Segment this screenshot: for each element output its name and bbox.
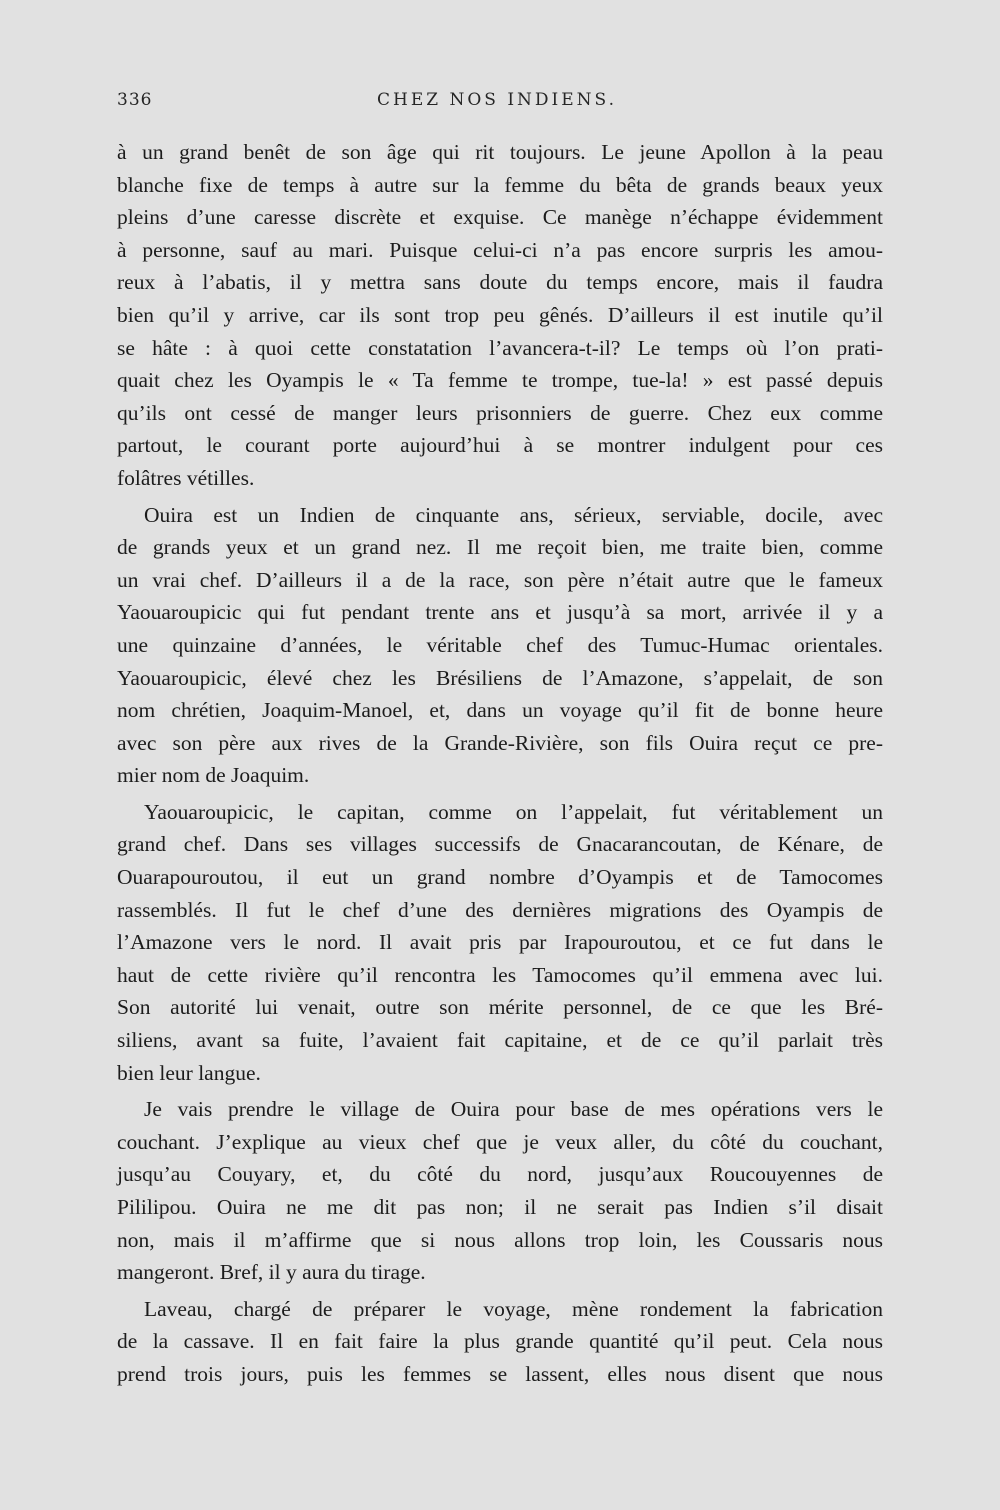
text-line: folâtres vétilles. (117, 465, 255, 490)
text-line: Ouarapouroutou, il eut un grand nombre d’Oyampis et de Tamocomes (117, 865, 883, 890)
text-line: Ouira est un Indien de cinquante ans, sérieux, serviable, docile, avec (144, 502, 883, 527)
text-line: nom chrétien, Joaquim-Manoel, et, dans un voyage qu’il fit de bonne heure (117, 698, 883, 723)
text-line: avec son père aux rives de la Grande-Rivière, son fils Ouira reçut ce pre- (117, 730, 883, 755)
text-line: Pililipou. Ouira ne me dit pas non; il ne serait pas Indien s’il disait (117, 1195, 883, 1219)
text-line: Yaouaroupicic, élevé chez les Brésiliens de l’Amazone, s’appelait, de son (117, 665, 883, 690)
body-text (117, 136, 883, 1395)
text-line: reux à l’abatis, il y mettra sans doute du temps encore, mais il faudra (117, 270, 883, 295)
text-line: à un grand benêt de son âge qui rit toujours. Le jeune Apollon à la peau (117, 140, 883, 164)
text-line: Laveau, chargé de préparer le voyage, mène rondement la fabrication (144, 1296, 883, 1321)
paragraph (117, 796, 883, 1089)
text-line: l’Amazone vers le nord. Il avait pris par Irapouroutou, et ce fut dans le (117, 930, 883, 955)
running-title: CHEZ NOS INDIENS. (377, 90, 617, 110)
text-line: couchant. J’explique au vieux chef que je veux aller, du côté du couchant, (117, 1129, 883, 1154)
text-line: de grands yeux et un grand nez. Il me reçoit bien, me traite bien, comme (117, 535, 883, 560)
text-line: Yaouaroupicic qui fut pendant trente ans et jusqu’à sa mort, arrivée il y a (117, 600, 883, 625)
page-number: 336 (117, 90, 153, 110)
text-line: se hâte : à quoi cette constatation l’avancera-t-il? Le temps où l’on prati- (117, 335, 883, 360)
text-line: prend trois jours, puis les femmes se lassent, elles nous disent que nous (117, 1361, 883, 1386)
text-line: haut de cette rivière qu’il rencontra les Tamocomes qu’il emmena avec lui. (117, 962, 883, 987)
text-line: mangeront. Bref, il y aura du tirage. (117, 1260, 426, 1285)
text-line: qu’ils ont cessé de manger leurs prisonniers de guerre. Chez eux comme (117, 400, 883, 425)
paragraph (117, 499, 883, 792)
text-line: mier nom de Joaquim. (117, 763, 310, 788)
text-line: de la cassave. Il en fait faire la plus grande quantité qu’il peut. Cela nous (117, 1329, 883, 1354)
paragraph (117, 1093, 883, 1289)
text-line: bien leur langue. (117, 1060, 261, 1085)
text-line: grand chef. Dans ses villages successifs de Gnacarancoutan, de Kénare, de (117, 832, 883, 857)
text-line: jusqu’au Couyary, et, du côté du nord, jusqu’aux Roucouyennes de (117, 1162, 883, 1187)
text-line: partout, le courant porte aujourd’hui à se montrer indulgent pour ces (117, 433, 883, 458)
text-line: à personne, sauf au mari. Puisque celui-ci n’a pas encore surpris les amou- (117, 237, 883, 262)
text-line: non, mais il m’affirme que si nous allons trop loin, les Coussaris nous (117, 1227, 883, 1252)
paragraph (117, 1293, 883, 1391)
text-line: Yaouaroupicic, le capitan, comme on l’appelait, fut véritablement un (144, 799, 883, 824)
text-line: une quinzaine d’années, le véritable chef des Tumuc-Humac orientales. (117, 632, 883, 657)
text-line: pleins d’une caresse discrète et exquise. Ce manège n’échappe évidemment (117, 205, 883, 230)
text-line: Son autorité lui venait, outre son mérite personnel, de ce que les Bré- (117, 995, 883, 1020)
text-line: un vrai chef. D’ailleurs il a de la race, son père n’était autre que le fameux (117, 567, 883, 592)
text-line: blanche fixe de temps à autre sur la femme du bêta de grands beaux yeux (117, 172, 883, 197)
text-line: bien qu’il y arrive, car ils sont trop peu gênés. D’ailleurs il est inutile qu’il (117, 302, 883, 327)
running-head (117, 88, 883, 124)
text-line: quait chez les Oyampis le « Ta femme te trompe, tue-la! » est passé depuis (117, 368, 883, 393)
paragraph (117, 136, 883, 495)
text-line: siliens, avant sa fuite, l’avaient fait capitaine, et de ce qu’il parlait très (117, 1028, 883, 1053)
text-line: rassemblés. Il fut le chef d’une des dernières migrations des Oyampis de (117, 897, 883, 922)
text-line: Je vais prendre le village de Ouira pour base de mes opérations vers le (144, 1097, 883, 1122)
